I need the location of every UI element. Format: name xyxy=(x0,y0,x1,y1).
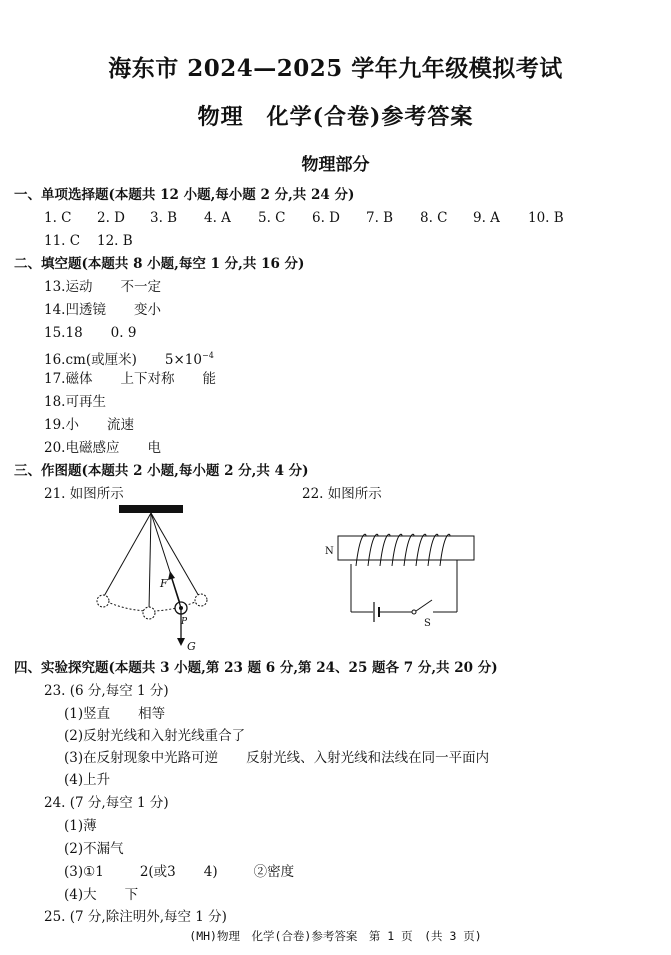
section1-heading: 一、单项选择题(本题共 12 小题,每小题 2 分,共 24 分) xyxy=(14,187,355,203)
exponent: −4 xyxy=(201,351,214,360)
answer-text: 电 xyxy=(147,440,161,456)
answer-text: 4) xyxy=(203,864,218,880)
q23-part1 xyxy=(64,705,165,723)
answer-text: cm(或厘米) xyxy=(65,352,137,368)
answer-q22: 22. 如图所示 xyxy=(302,486,382,502)
answer-q15 xyxy=(44,324,136,342)
exam-title: 海东市 2024—2025 学年九年级模拟考试 xyxy=(108,55,563,82)
pendulum-ball xyxy=(195,594,207,606)
q24-heading: 24. (7 分,每空 1 分) xyxy=(44,795,169,811)
answer-q18 xyxy=(44,393,106,411)
question-number: 13. xyxy=(44,279,66,295)
mc-answer: 11. C xyxy=(44,233,81,249)
label-s: S xyxy=(424,618,431,628)
switch-lever xyxy=(416,600,432,611)
question-number: 17. xyxy=(44,371,66,387)
answer-text: 2(或3 xyxy=(139,864,176,880)
question-number: 15. xyxy=(44,325,66,341)
answer-text: (1)竖直 xyxy=(64,706,111,722)
mc-answer: 10. B xyxy=(528,210,564,226)
force-f-arrow xyxy=(171,576,181,608)
answer-text: 运动 xyxy=(65,279,93,295)
answer-text: 5×10 xyxy=(164,352,202,368)
pendulum-string xyxy=(103,513,151,598)
section2-heading: 二、填空题(本题共 8 小题,每空 1 分,共 16 分) xyxy=(14,256,305,272)
solenoid-circuit-figure xyxy=(320,528,490,628)
pendulum-ball xyxy=(143,607,155,619)
mc-answer: 5. C xyxy=(258,210,286,226)
q24-part3 xyxy=(64,863,294,881)
mc-answer: 1. C xyxy=(44,210,72,226)
answer-q13 xyxy=(44,278,161,296)
question-number: 18. xyxy=(44,394,66,410)
q24-part4 xyxy=(64,886,138,904)
force-f-arrowhead xyxy=(168,571,175,580)
answer-q17 xyxy=(44,370,216,388)
mc-answer: 2. D xyxy=(97,210,125,226)
page-footer: (MH)物理 化学(合卷)参考答案 第 1 页 (共 3 页) xyxy=(189,929,482,943)
answer-text: 反射光线、入射光线和法线在同一平面内 xyxy=(246,750,490,766)
question-number: 20. xyxy=(44,440,66,456)
answer-text: 小 xyxy=(65,417,79,433)
mc-answer: 8. C xyxy=(420,210,448,226)
label-n: N xyxy=(325,546,334,557)
answer-text: 上下对称 xyxy=(120,371,175,387)
answer-text: 能 xyxy=(202,371,216,387)
part-title: 物理部分 xyxy=(301,155,370,175)
mc-answer: 3. B xyxy=(150,210,178,226)
answer-text: 不一定 xyxy=(120,279,161,295)
answer-q16 xyxy=(44,347,214,369)
answer-q20 xyxy=(44,439,161,457)
pendulum-string xyxy=(149,513,151,610)
section4-heading: 四、实验探究题(本题共 3 小题,第 23 题 6 分,第 24、25 题各 7 分,共 20 分) xyxy=(14,660,498,676)
q23-part4: (4)上升 xyxy=(64,772,111,788)
answer-text: 变小 xyxy=(133,302,161,318)
answer-q21: 21. 如图所示 xyxy=(44,486,124,502)
answer-text: (3)①1 xyxy=(64,864,104,880)
answer-text: 磁体 xyxy=(65,371,93,387)
switch-contact xyxy=(412,610,416,614)
q23-part3 xyxy=(64,749,489,767)
q23-heading: 23. (6 分,每空 1 分) xyxy=(44,683,169,699)
label-f: F xyxy=(160,577,168,590)
answer-text: 下 xyxy=(124,887,139,903)
mc-answer: 12. B xyxy=(97,233,133,249)
pendulum-support-bar xyxy=(119,505,183,513)
section3-heading: 三、作图题(本题共 2 小题,每小题 2 分,共 4 分) xyxy=(14,463,309,479)
answer-q14 xyxy=(44,301,161,319)
force-g-arrowhead xyxy=(177,638,185,646)
answer-text: (4)大 xyxy=(64,887,97,903)
mc-answer: 4. A xyxy=(204,210,231,226)
mc-answer: 9. A xyxy=(473,210,500,226)
mc-answer: 7. B xyxy=(366,210,394,226)
q25-heading: 25. (7 分,除注明外,每空 1 分) xyxy=(44,909,227,925)
question-number: 19. xyxy=(44,417,66,433)
q23-part2: (2)反射光线和入射光线重合了 xyxy=(64,728,246,744)
label-g: G xyxy=(187,640,196,653)
pendulum-figure xyxy=(80,500,230,660)
pendulum-string xyxy=(151,513,200,598)
answer-text: 0. 9 xyxy=(110,325,137,341)
exam-subtitle: 物理 化学(合卷)参考答案 xyxy=(197,104,474,130)
mc-answer: 6. D xyxy=(312,210,340,226)
answer-text: (3)在反射现象中光路可逆 xyxy=(64,750,219,766)
answer-text: 相等 xyxy=(138,706,166,722)
q24-part2: (2)不漏气 xyxy=(64,841,124,857)
answer-text: ②密度 xyxy=(253,864,295,880)
answer-text: 流速 xyxy=(106,417,134,433)
q24-part1: (1)薄 xyxy=(64,818,97,834)
question-number: 14. xyxy=(44,302,66,318)
answer-text: 电磁感应 xyxy=(65,440,120,456)
answer-text: 18 xyxy=(65,325,83,341)
pendulum-ball xyxy=(97,595,109,607)
question-number: 16. xyxy=(44,352,66,368)
answer-q19 xyxy=(44,416,134,434)
answer-text: 可再生 xyxy=(65,394,106,410)
label-p: P xyxy=(181,617,188,627)
answer-text: 凹透镜 xyxy=(65,302,106,318)
